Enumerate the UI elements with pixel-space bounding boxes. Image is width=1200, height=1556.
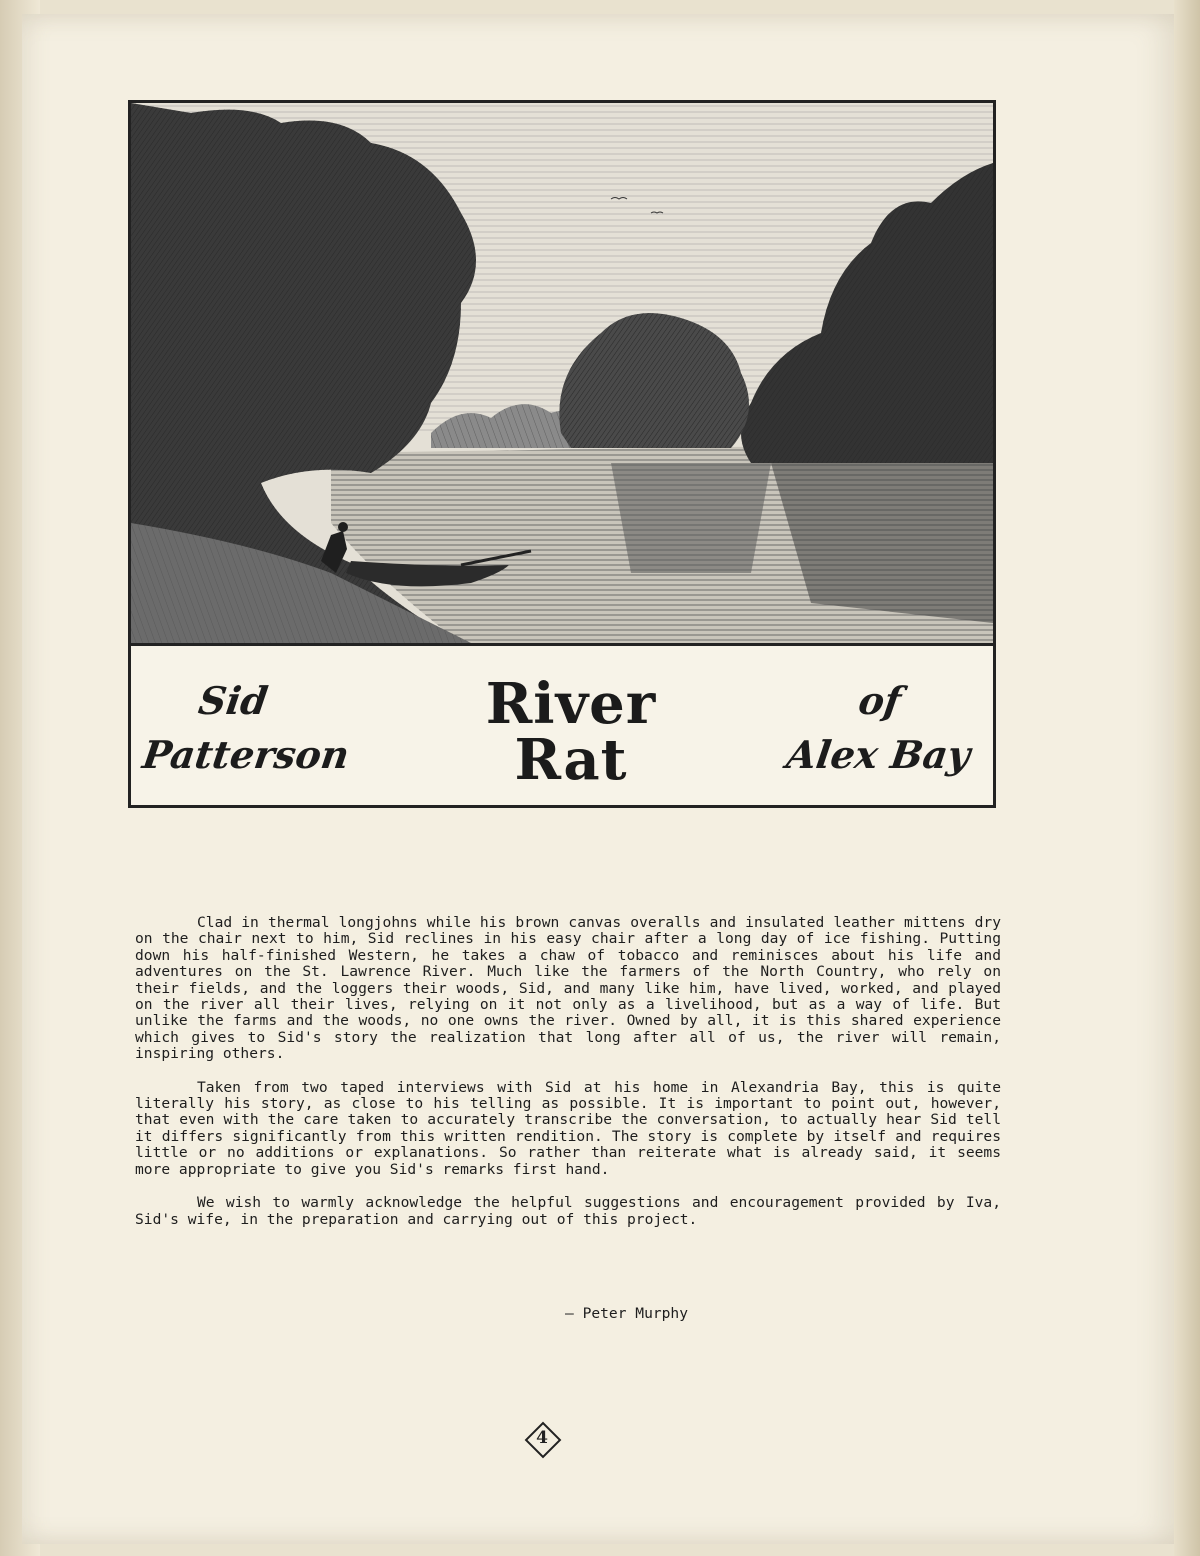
main-title-line1: River [485,671,657,737]
subtitle-of: of [855,678,904,723]
page-number: 4 [536,1428,548,1448]
subtitle-last-name: Patterson [139,732,353,777]
page-number-badge [524,1421,560,1457]
river-landscape-engraving-icon [131,103,993,646]
paragraph-method: Taken from two taped interviews with Sid at his home in Alexandria Bay, this is quite literally his story, as close to his telling as possible. It is important to point out, however, that even with the care taken to accurately transcribe the conversation, to actually hear Sid tell it differs significantly from this written rendition. The story is complete by itself and requires little or no additions or explanations. So rather than reiterate what is already said, it seems more appropriate to give you Sid's remarks first hand. [135,1078,1001,1178]
subtitle-place: Alex Bay [783,732,974,777]
title-band [131,646,993,805]
subtitle-first-name: Sid [195,678,271,723]
article-body [135,915,1001,1245]
page-edge [1174,0,1200,1556]
engraving-svg [131,103,993,643]
title-illustration-frame [128,100,996,808]
author-signature: — Peter Murphy [565,1305,689,1322]
paragraph-acknowledgement: We wish to warmly acknowledge the helpful suggestions and encouragement provided by Iva, Sid's wife, in the preparation and carrying out of this project. [135,1194,1001,1228]
main-title-line2: Rat [514,727,628,793]
paragraph-intro: Clad in thermal longjohns while his brown canvas overalls and insulated leather mittens dry on the chair next to him, Sid reclines in his easy chair after a long day of ice fishing. Putting down his half-finished Western, he takes a chaw of tobacco and reminisces about his life and adventures on the St. Lawrence River. Much like the farmers of the North Country, who rely on their fields, and the loggers their woods, Sid, and many like him, have lived, worked, and played on the river all their lives, relying on it not only as a livelihood, but as a way of life. But unlike the farms and the woods, no one owns the river. Owned by all, it is this shared experience which gives to Sid's story the realization that long after all of us, the river will remain, inspiring others. [135,914,1001,1063]
